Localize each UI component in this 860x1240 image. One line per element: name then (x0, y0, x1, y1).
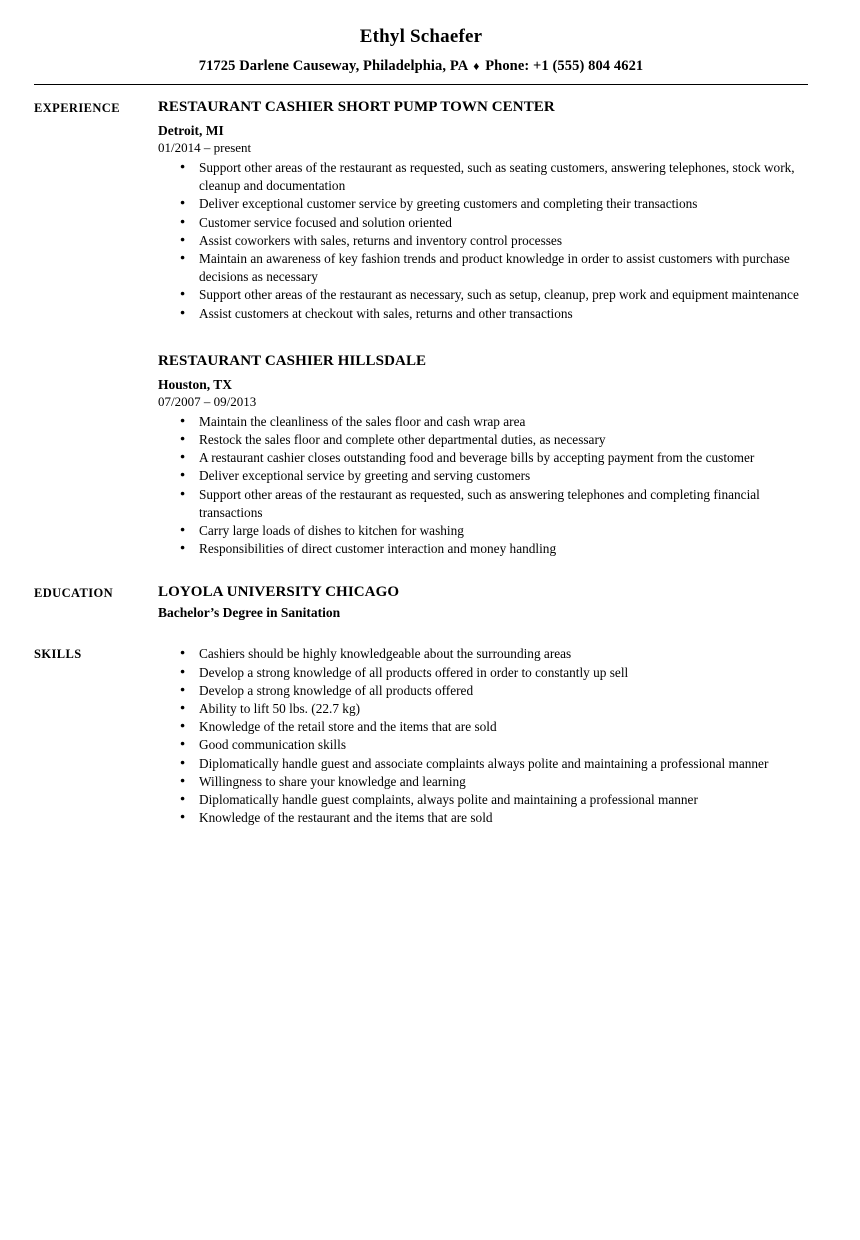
job-bullet: ● Deliver exceptional service by greeting and serving customers (180, 467, 808, 485)
contact-phone: Phone: +1 (555) 804 4621 (485, 58, 644, 74)
education-school: LOYOLA UNIVERSITY CHICAGO (158, 584, 400, 601)
job-bullet: ● Maintain the cleanliness of the sales floor and cash wrap area (180, 413, 808, 431)
section-experience (34, 99, 808, 558)
job-bullet: ● Restock the sales floor and complete other departmental duties, as necessary (180, 431, 808, 449)
skill-bullet: ● Cashiers should be highly knowledgeable about the surrounding areas (180, 645, 808, 663)
contact-line (34, 58, 808, 75)
skill-bullet: ● Knowledge of the restaurant and the items that are sold (180, 809, 808, 827)
header-divider (34, 84, 808, 85)
job-title: RESTAURANT CASHIER HILLSDALE (158, 352, 427, 369)
skill-bullet: ● Willingness to share your knowledge and learning (180, 773, 808, 791)
job-bullet: ● Deliver exceptional customer service by greeting customers and completing their transactions (180, 195, 808, 213)
job-bullet: ● Assist customers at checkout with sales, returns and other transactions (180, 305, 808, 323)
skills-bullet-list (158, 645, 808, 827)
job-location: Houston, TX (158, 376, 233, 392)
job-bullet-list (158, 413, 808, 559)
job-bullet: ● Support other areas of the restaurant as requested, such as answering telephones and completing financial transactions (180, 486, 808, 522)
job-title: RESTAURANT CASHIER SHORT PUMP TOWN CENTER (158, 99, 555, 115)
section-label-skills: SKILLS (34, 647, 82, 662)
section-label-education: EDUCATION (34, 586, 114, 601)
job-bullet: ● Support other areas of the restaurant as requested, such as seating customers, answering telephones, stock work, cleanup and documentation (180, 159, 808, 195)
experience-body (158, 99, 808, 558)
job-bullet: ● Carry large loads of dishes to kitchen for washing (180, 522, 808, 540)
job-bullet: ● Responsibilities of direct customer interaction and money handling (180, 540, 808, 558)
skill-bullet: ● Ability to lift 50 lbs. (22.7 kg) (180, 700, 808, 718)
job-bullet: ● Maintain an awareness of key fashion trends and product knowledge in order to assist customers with purchase decisions as necessary (180, 250, 808, 286)
skill-bullet: ● Develop a strong knowledge of all products offered (180, 682, 808, 700)
section-skills (34, 645, 808, 827)
section-label-experience: EXPERIENCE (34, 101, 120, 115)
skill-bullet: ● Good communication skills (180, 736, 808, 754)
education-degree: Bachelor’s Degree in Sanitation (158, 605, 341, 621)
skills-body (158, 645, 808, 827)
skill-bullet: ● Develop a strong knowledge of all products offered in order to constantly up sell (180, 664, 808, 682)
job-bullet: ● A restaurant cashier closes outstanding food and beverage bills by accepting payment from the customer (180, 449, 808, 467)
candidate-name: Ethyl Schaefer (359, 26, 483, 47)
job-bullet: ● Assist coworkers with sales, returns and inventory control processes (180, 232, 808, 250)
job-location: Detroit, MI (158, 123, 224, 138)
education-body (158, 584, 808, 621)
skill-bullet: ● Diplomatically handle guest complaints, always polite and maintaining a professional manner (180, 791, 808, 809)
skill-bullet: ● Knowledge of the retail store and the items that are sold (180, 718, 808, 736)
job-bullet-list (158, 159, 808, 323)
contact-address: 71725 Darlene Causeway, Philadelphia, PA (198, 58, 468, 74)
job-bullet: ● Support other areas of the restaurant as necessary, such as setup, cleanup, prep work and equipment maintenance (180, 286, 808, 304)
job-bullet: ● Customer service focused and solution oriented (180, 214, 808, 232)
job-dates: 01/2014 – present (158, 140, 252, 155)
experience-item (158, 99, 808, 323)
section-education (34, 584, 808, 621)
experience-item (158, 353, 808, 559)
job-dates: 07/2007 – 09/2013 (158, 393, 257, 409)
skill-bullet: ● Diplomatically handle guest and associate complaints always polite and maintaining a professional manner (180, 755, 808, 773)
diamond-separator-icon: ♦ (473, 59, 480, 74)
